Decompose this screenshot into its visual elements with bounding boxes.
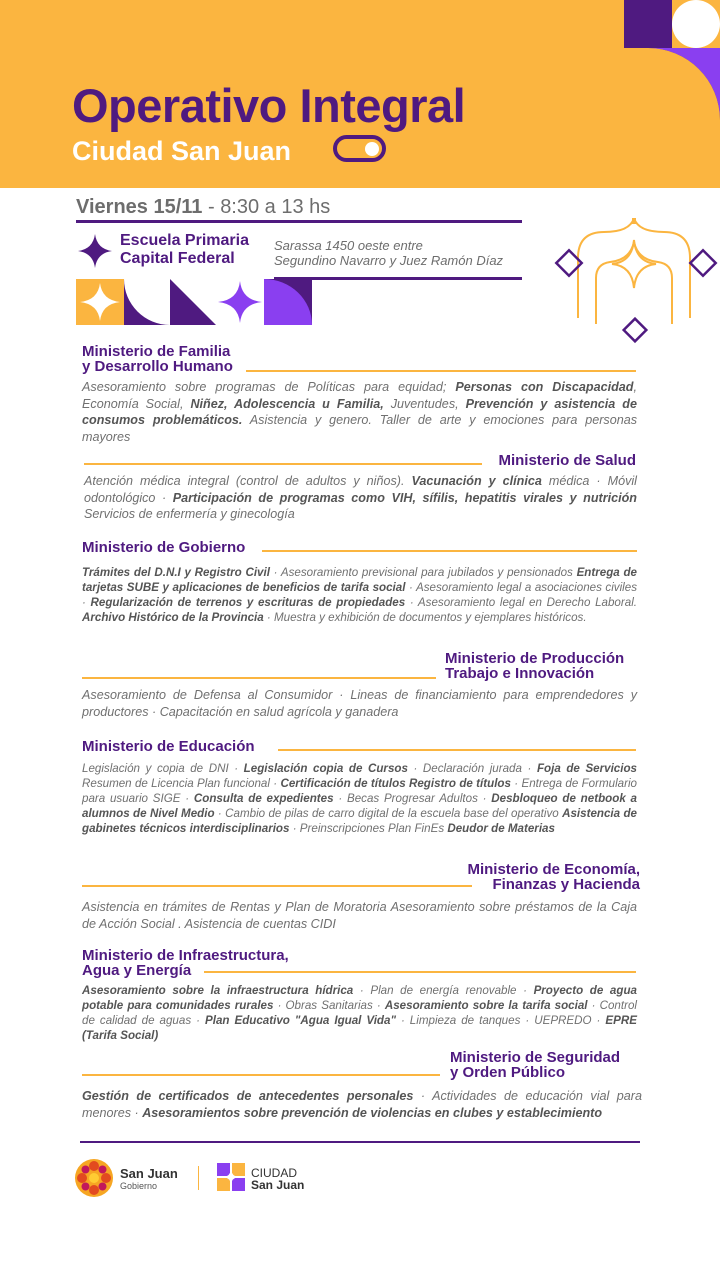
body-bold-run: Archivo Histórico de la Provincia <box>82 611 264 624</box>
body-bold-run: Asesoramiento sobre la infraestructura hídrica <box>82 984 354 997</box>
body-text-run: · Declaración jurada · <box>407 762 537 775</box>
section-title-gobierno <box>82 540 245 555</box>
body-text-run: · Control de calidad de aguas · <box>82 999 637 1027</box>
body-text-run: Asistencia y genero. Taller de arte y emociones para personas mayores <box>82 413 638 444</box>
logo2-top: CIUDAD <box>251 1166 298 1180</box>
address-line-1: Sarassa 1450 oeste entre <box>274 238 423 253</box>
san-juan-gobierno-logo <box>74 1158 114 1198</box>
body-text-run: Legislación y copia de DNI · <box>82 762 244 775</box>
body-bold-run: Trámites del D.N.I y Registro Civil <box>82 566 270 579</box>
body-text-run: · Limpieza de tanques · UEPREDO · <box>395 1014 606 1027</box>
section-rule <box>82 677 436 679</box>
section-body-seguridad <box>82 1088 642 1121</box>
body-bold-run: Plan Educativo "Agua Igual Vida" <box>204 1014 396 1027</box>
body-text-run: · Actividades de educación vial para menores · <box>82 1089 642 1120</box>
section-body-salud <box>84 473 637 523</box>
body-text-run: Resumen de Licencia Plan funcional · <box>82 777 281 790</box>
section-title-economia <box>420 862 640 892</box>
event-date <box>76 196 330 219</box>
body-text-run: , Economía Social, <box>82 380 637 411</box>
section-body-gobierno <box>82 565 637 625</box>
school-line-2: Capital Federal <box>120 250 235 267</box>
section-title-salud <box>480 453 636 468</box>
body-bold-run: Consulta de expedientes <box>193 792 334 805</box>
school-name <box>120 232 249 268</box>
address-line-2: Segundino Navarro y Juez Ramón Díaz <box>274 253 504 268</box>
section-title-line: Finanzas y Hacienda <box>492 876 640 893</box>
footer-divider <box>80 1141 640 1143</box>
section-title-line: Ministerio de Familia <box>82 343 231 360</box>
body-text-run: · Plan de energía renovable · <box>353 984 534 997</box>
body-text-run: Servicios de enfermería y ginecología <box>84 507 295 521</box>
divider <box>76 220 522 223</box>
logo1-name: San Juan <box>120 1166 178 1181</box>
page-subtitle: Ciudad San Juan <box>72 136 292 166</box>
section-rule <box>278 749 636 751</box>
body-text-run: Asistencia en trámites de Rentas y Plan de Moratoria Asesoramiento sobre préstamos de la Caja de Acción Social . Asistencia de cuentas CIDI <box>82 900 637 931</box>
ciudad-san-juan-logo <box>217 1163 245 1191</box>
body-bold-run: Personas con Discapacidad <box>455 380 634 394</box>
section-body-produccion <box>82 687 637 720</box>
section-title-line: Ministerio de Educación <box>82 738 255 755</box>
arch-ornament <box>552 218 720 346</box>
section-title-produccion <box>445 651 624 681</box>
body-bold-run: EPRE (Tarifa Social) <box>82 1014 637 1042</box>
body-text-run: · Muestra y exhibición de documentos y ejemplares históricos. <box>263 611 587 624</box>
toggle-decoration <box>333 135 386 162</box>
section-title-line: Ministerio de Salud <box>498 452 636 469</box>
section-title-line: Agua y Energía <box>82 962 192 979</box>
body-text-run: · Entrega de Formulario para usuario SIGE · <box>82 777 638 805</box>
body-bold-run: Foja de Servicios <box>536 762 637 775</box>
body-bold-run: Gestión de certificados de antecedentes personales <box>82 1089 414 1103</box>
body-bold-run: Proyecto de agua potable para comunidades rurales <box>82 984 637 1012</box>
body-bold-run: Asesoramientos sobre prevención de violencias en clubes y establecimiento <box>142 1105 603 1120</box>
logo-separator <box>198 1166 199 1190</box>
shape-row-decoration <box>76 279 316 327</box>
section-title-line: Ministerio de Seguridad <box>450 1049 621 1066</box>
body-text-run: Asesoramiento sobre programas de Políticas para equidad; <box>82 380 456 394</box>
body-bold-run: Deudor de Materias <box>447 822 555 835</box>
section-title-educacion <box>82 739 255 754</box>
section-title-infraestructura <box>82 948 289 978</box>
body-text-run: médica · Móvil odontológico · <box>84 474 637 505</box>
star-icon <box>78 234 112 268</box>
section-rule <box>246 370 636 372</box>
body-bold-run: Desbloqueo de netbook a alumnos de Nivel Medio <box>82 792 637 820</box>
body-bold-run: Vacunación y clínica <box>411 474 542 488</box>
section-title-line: Ministerio de Economía, <box>467 861 640 878</box>
body-bold-run: Regularización de terrenos y escrituras de propiedades <box>90 596 406 609</box>
section-rule <box>82 885 472 887</box>
body-bold-run: Participación de programas como VIH, sífilis, hepatitis virales y nutrición <box>172 490 637 505</box>
body-bold-run: Asesoramiento sobre la tarifa social <box>384 999 588 1012</box>
body-text-run: · Asesoramiento legal en Derecho Laboral. <box>405 596 637 609</box>
section-title-familia <box>82 344 233 374</box>
section-body-infraestructura <box>82 983 637 1043</box>
body-text-run: Asesoramiento de Defensa al Consumidor · Lineas de financiamiento para emprendedores y productores · Capacitación en salud agrícola y ganadera <box>82 688 637 719</box>
section-title-line: y Desarrollo Humano <box>82 358 233 375</box>
section-title-line: y Orden Público <box>450 1064 566 1081</box>
section-title-line: Ministerio de Gobierno <box>82 539 246 556</box>
body-text-run: Atención médica integral (control de adultos y niños). <box>84 474 412 488</box>
logo2-bottom: San Juan <box>251 1178 305 1192</box>
section-body-economia <box>82 899 637 932</box>
school-address <box>274 238 503 268</box>
section-title-line: Ministerio de Producción <box>445 650 625 667</box>
body-text-run: · Asesoramiento previsional para jubilados y pensionados <box>269 566 577 579</box>
event-separator: - <box>202 196 221 218</box>
event-time: 8:30 a 13 hs <box>220 196 331 218</box>
page-title: Operativo Integral <box>72 79 466 132</box>
body-text-run: · Cambio de pilas de carro digital de la escuela base del operativo <box>214 807 563 820</box>
section-rule <box>82 1074 440 1076</box>
body-text-run: · Asesoramiento legal a asociaciones civiles · <box>82 581 637 609</box>
school-line-1: Escuela Primaria <box>120 232 249 249</box>
body-text-run: · Preinscripciones Plan FinEs <box>289 822 448 835</box>
body-text-run: · Becas Progresar Adultos · <box>333 792 492 805</box>
event-day: Viernes 15/11 <box>76 196 203 218</box>
body-bold-run: Asistencia de gabinetes técnicos interdisciplinarios <box>82 807 637 835</box>
section-title-seguridad <box>450 1050 620 1080</box>
section-title-line: Trabajo e Innovación <box>445 665 595 682</box>
section-rule <box>262 550 637 552</box>
body-bold-run: Niñez, Adolescencia u Familia, <box>190 396 384 411</box>
body-text-run: Juventudes, <box>383 396 466 411</box>
section-rule <box>204 971 636 973</box>
logo1-sub: Gobierno <box>120 1181 158 1191</box>
body-bold-run: Certificación de títulos Registro de títulos <box>280 777 511 790</box>
section-body-familia <box>82 379 637 445</box>
section-body-educacion <box>82 761 637 836</box>
header-banner <box>0 0 720 188</box>
section-title-line: Ministerio de Infraestructura, <box>82 947 289 964</box>
body-bold-run: Entrega de tarjetas SUBE y aplicaciones de beneficios de tarifa social <box>82 566 637 594</box>
header-decoration <box>600 0 720 120</box>
body-text-run: · Obras Sanitarias · <box>273 999 385 1012</box>
section-rule <box>84 463 482 465</box>
body-bold-run: Legislación copia de Cursos <box>243 762 408 775</box>
body-bold-run: Prevención y asistencia de consumos problemáticos. <box>82 396 637 427</box>
